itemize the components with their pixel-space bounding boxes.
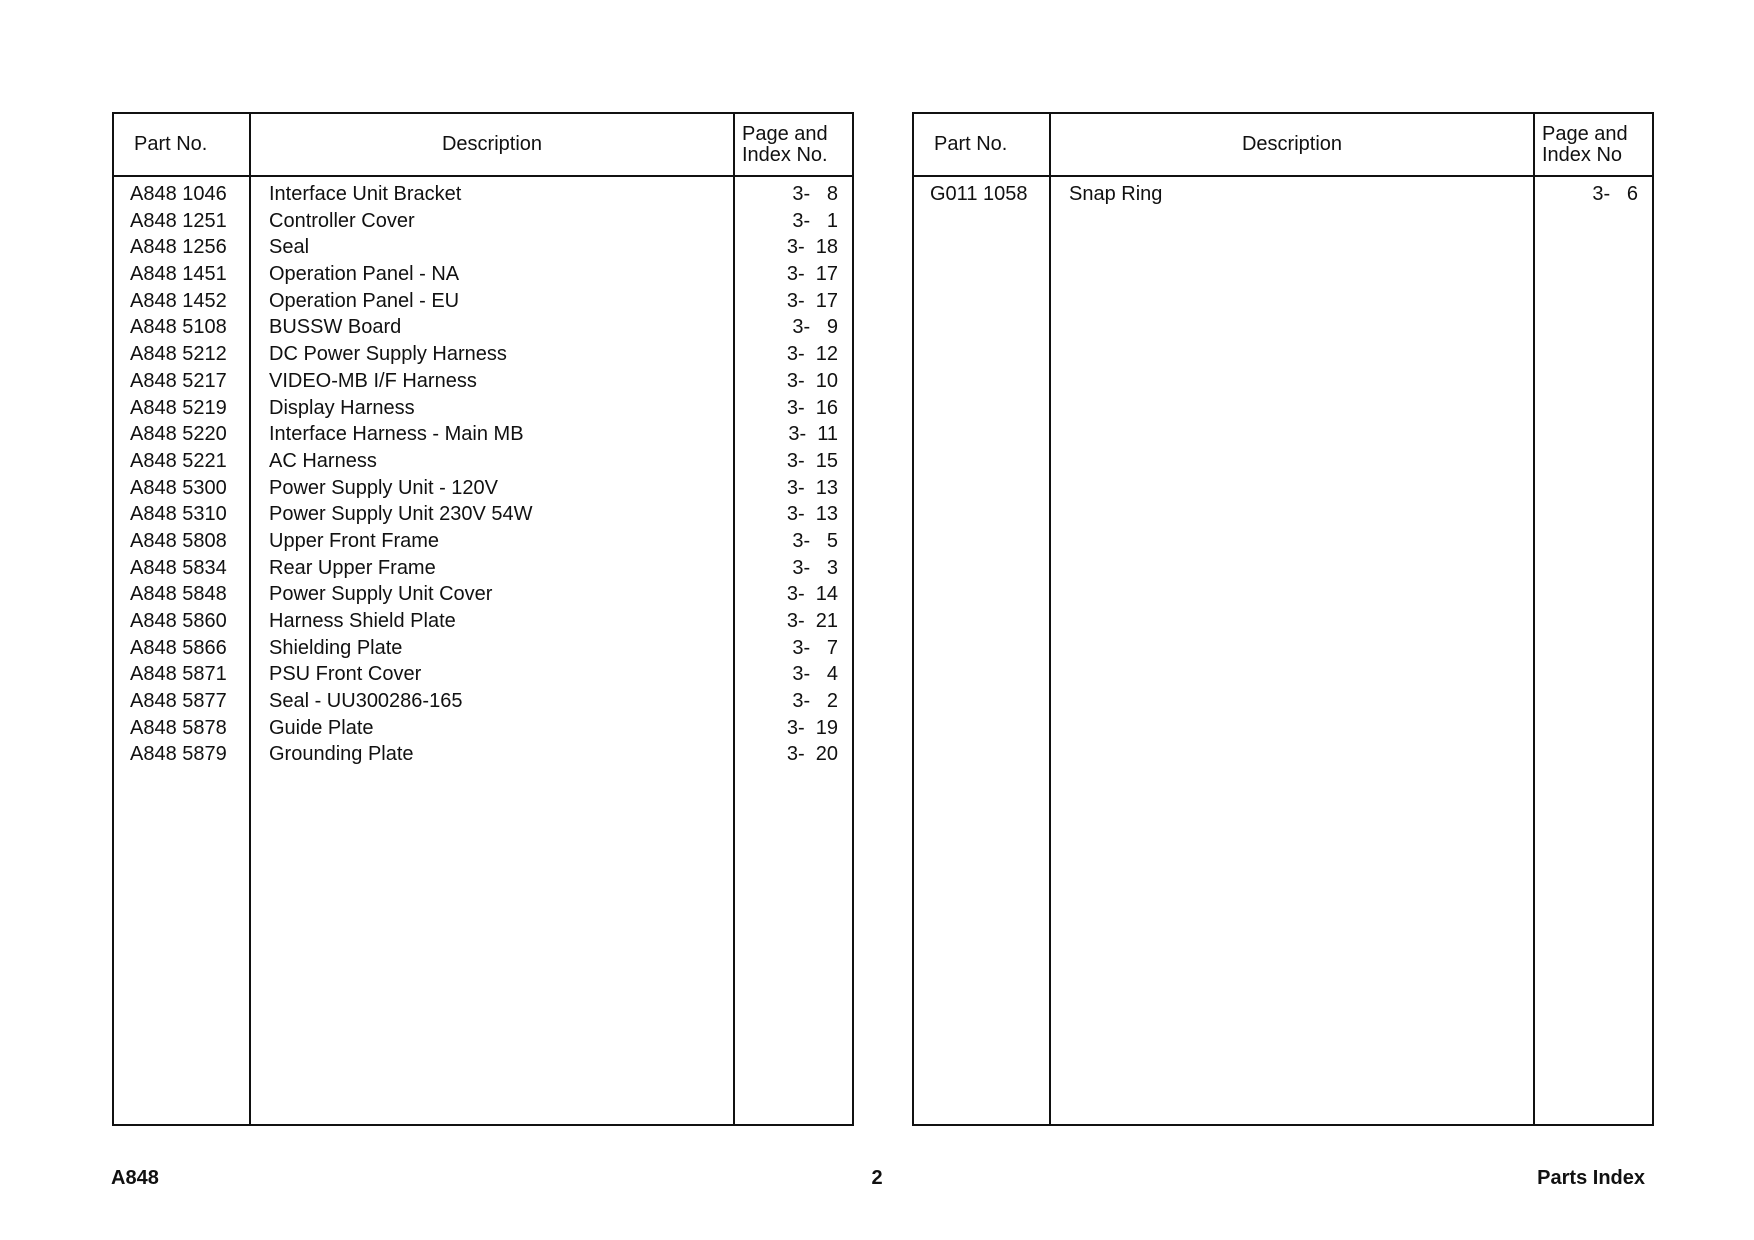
table-row: [114, 230, 852, 257]
part-no: A848 5221: [130, 449, 227, 472]
table-row: [114, 204, 852, 231]
header-part-no: Part No.: [934, 133, 1008, 155]
table-rows: [114, 177, 852, 764]
part-no: A848 5871: [130, 663, 227, 686]
footer-model: A848: [111, 1167, 159, 1189]
table-row: [114, 391, 852, 418]
header-page-index: Page and Index No: [1542, 122, 1628, 166]
part-no: A848 5108: [130, 316, 227, 339]
table-row: [914, 177, 1652, 204]
table-row: [114, 471, 852, 498]
description: Upper Front Frame: [269, 529, 440, 552]
page-index: 3- 12: [786, 343, 838, 366]
description: Interface Unit Bracket: [269, 183, 462, 205]
page-index: 3- 20: [786, 743, 838, 766]
part-no: A848 5877: [130, 690, 227, 713]
description: Rear Upper Frame: [269, 556, 436, 579]
table-row: [114, 497, 852, 524]
description: Guide Plate: [269, 716, 374, 739]
parts-table-right: [912, 112, 1654, 1126]
part-no: A848 5220: [130, 423, 227, 446]
page-index: 3- 7: [792, 636, 838, 659]
part-no: A848 5848: [130, 583, 227, 606]
header-description: Description: [441, 133, 543, 155]
page-index: 3- 17: [786, 263, 838, 286]
table-row: [114, 657, 852, 684]
description: Controller Cover: [269, 209, 415, 232]
page-index: 3- 16: [786, 396, 838, 419]
part-no: A848 5834: [130, 556, 227, 579]
footer-page-number: 2: [871, 1167, 883, 1189]
page-index: 3- 3: [792, 556, 838, 579]
table-row: [114, 711, 852, 738]
column-divider: [1049, 114, 1051, 1124]
description: Seal: [269, 236, 310, 259]
table-rows: [914, 177, 1652, 204]
part-no: A848 1256: [130, 236, 227, 259]
page-index: 3- 2: [792, 690, 838, 713]
part-no: A848 5310: [130, 503, 227, 526]
table-row: [114, 177, 852, 204]
header-description: Description: [1241, 133, 1343, 155]
page-index: 3- 13: [786, 503, 838, 526]
table-row: [114, 444, 852, 471]
part-no: A848 5212: [130, 343, 227, 366]
page-index: 3- 1: [792, 209, 838, 232]
footer-section-title: Parts Index: [1537, 1167, 1645, 1189]
description: DC Power Supply Harness: [269, 343, 507, 366]
part-no: A848 5878: [130, 716, 227, 739]
table-row: [114, 310, 852, 337]
table-row: [114, 337, 852, 364]
page-index: 3- 14: [786, 583, 838, 606]
table-row: [114, 631, 852, 658]
description: Power Supply Unit Cover: [269, 583, 493, 606]
table-row: [114, 604, 852, 631]
table-row: [114, 524, 852, 551]
description: Power Supply Unit - 120V: [269, 476, 499, 499]
part-no: A848 1451: [130, 263, 227, 286]
table-row: [114, 551, 852, 578]
part-no: A848 5866: [130, 636, 227, 659]
description: BUSSW Board: [269, 316, 402, 339]
table-row: [114, 417, 852, 444]
page-index: 3- 11: [788, 423, 838, 446]
description: Power Supply Unit 230V 54W: [269, 503, 533, 526]
description: PSU Front Cover: [269, 663, 422, 686]
header-page-index: Page and Index No.: [742, 122, 828, 166]
page-index: 3- 6: [1592, 183, 1638, 205]
description: Snap Ring: [1069, 183, 1163, 205]
column-divider: [1533, 114, 1535, 1124]
table-row: [114, 257, 852, 284]
description: Operation Panel - NA: [269, 263, 460, 286]
page-index: 3- 13: [786, 476, 838, 499]
page-index: 3- 10: [786, 369, 838, 392]
table-row: [114, 284, 852, 311]
description: Interface Harness - Main MB: [269, 423, 524, 446]
parts-table-left: [112, 112, 854, 1126]
part-no: A848 5300: [130, 476, 227, 499]
table-row: [114, 684, 852, 711]
table-row: [114, 364, 852, 391]
description: Seal - UU300286-165: [269, 690, 463, 713]
description: Operation Panel - EU: [269, 289, 460, 312]
part-no: A848 5879: [130, 743, 227, 766]
part-no: G011 1058: [930, 183, 1028, 205]
page-index: 3- 4: [792, 663, 838, 686]
description: Harness Shield Plate: [269, 610, 456, 632]
page-index: 3- 8: [792, 183, 838, 205]
page-index: 3- 18: [786, 236, 838, 259]
description: Shielding Plate: [269, 636, 403, 659]
page-index: 3- 9: [792, 316, 838, 339]
part-no: A848 5219: [130, 396, 227, 419]
page-index: 3- 15: [786, 449, 838, 472]
description: Display Harness: [269, 396, 415, 419]
header-part-no: Part No.: [134, 133, 208, 155]
description: VIDEO-MB I/F Harness: [269, 369, 477, 392]
part-no: A848 1452: [130, 289, 227, 312]
part-no: A848 5217: [130, 369, 227, 392]
part-no: A848 1046: [130, 183, 227, 205]
page-index: 3- 17: [786, 289, 838, 312]
page-index: 3- 5: [792, 529, 838, 552]
part-no: A848 5860: [130, 610, 227, 632]
page-index: 3- 19: [786, 716, 838, 739]
description: Grounding Plate: [269, 743, 414, 766]
page-index: 3- 21: [786, 610, 838, 632]
part-no: A848 5808: [130, 529, 227, 552]
description: AC Harness: [269, 449, 377, 472]
part-no: A848 1251: [130, 209, 227, 232]
table-row: [114, 577, 852, 604]
table-row: [114, 737, 852, 764]
